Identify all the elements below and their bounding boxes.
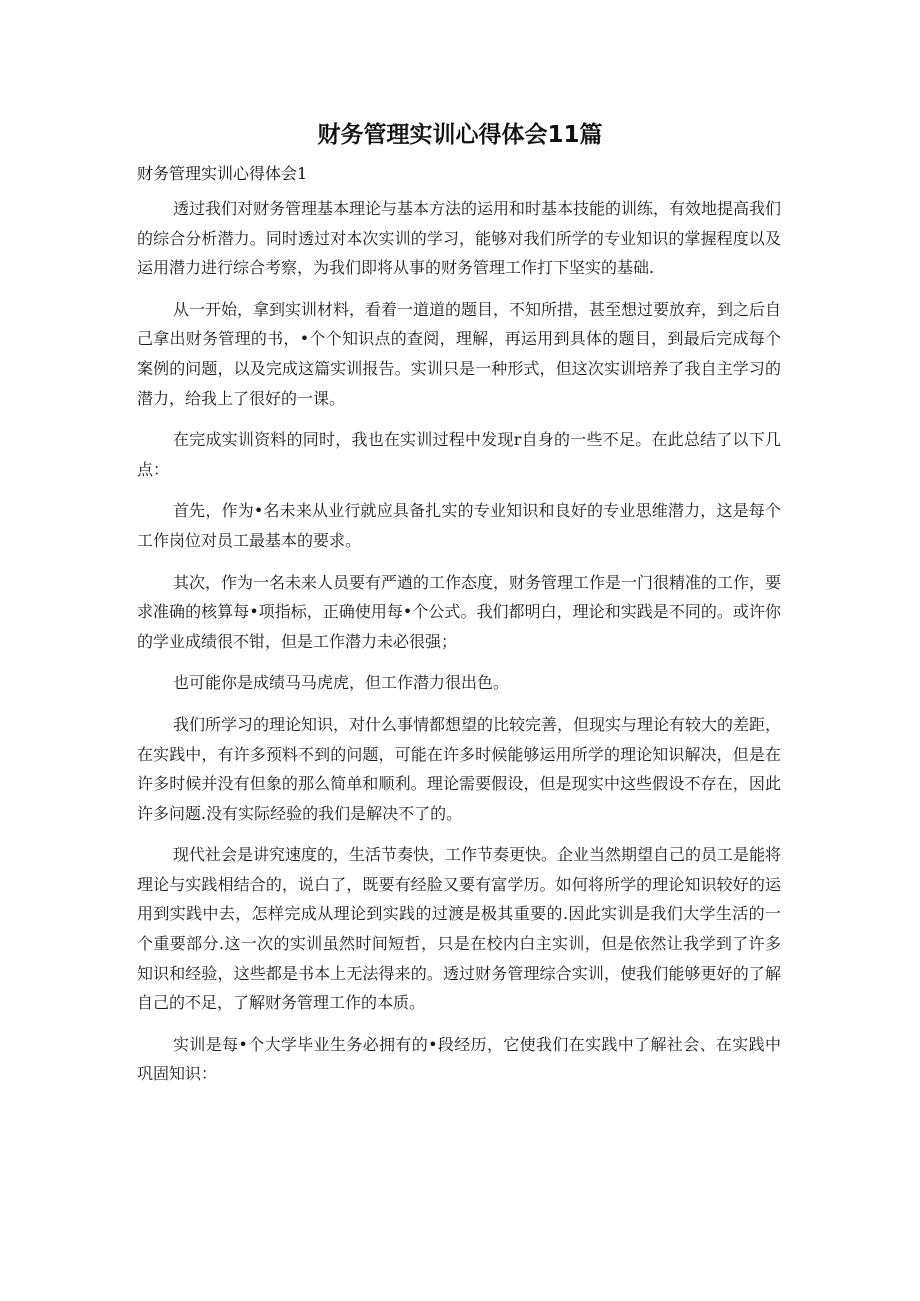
paragraph: 首先，作为•名未来从业行就应具备扎实的专业知识和良好的专业思维潜力，这是每个工作岗位对员工最基本的要求。 <box>137 501 781 550</box>
paragraph: 从一开始，拿到实训材料，看着一道道的题目，不知所措，甚至想过要放弃，到之后自己拿出财务管理的书，•个个知识点的查阅，理解，再运用到具体的题目，到最后完成每个案例的问题，以及完成这篇实训报告。实训只是一种形式，但这次实训培养了我自主学习的潜力，给我上了很好的一课。 <box>137 299 782 408</box>
paragraph: 其次，作为一名未来人员要有严遒的工作态度，财务管理工作是一门很精准的工作，要求准确的核算每•项指标，正确使用每•个公式。我们都明白，理论和实践是不同的。或许你的学业成绩很不钳，但是工作潜力未必很强； <box>137 572 782 651</box>
paragraph: 实训是每•个大学毕业生务必拥有的•段经历，它使我们在实践中了解社会、在实践中巩固知识： <box>137 1034 781 1084</box>
document-body <box>137 194 781 1101</box>
section-heading: 财务管理实训心得体会1 <box>137 164 308 183</box>
paragraph: 也可能你是成绩马马虎虎，但工作潜力很出色。 <box>173 673 510 693</box>
paragraph: 现代社会是讲究速度的，生活节奏快，工作节奏更快。企业当然期望自己的员工是能将理论与实践相结合的，说白了，既要有经脸又要有富学历。如何将所学的理论知识较好的运用到实践中去，怎样完成从理论到实践的过渡是极其重要的.因此实训是我们大学生活的一个重要部分.这一次的实训虽然时间短哲，只是在校内白主实训，但是依然让我学到了许多知识和经验，这些都是书本上无法得来的。透过财务管理综合实训，使我们能够更好的了解自己的不足，了解财务管理工作的本质。 <box>137 845 782 1013</box>
paragraph: 我们所学习的理论知识，对什么事情都想望的比较完善，但现实与理论有较大的差距，在实践中，有许多预料不到的问题，可能在许多时候能够运用所学的理论知识解决，但是在许多时候并没有但象的那么简单和顺利。理论需要假设，但是现实中这些假设不存在，因此许多问题.没有实际经验的我们是解决不了的。 <box>137 714 782 823</box>
document-title: 财务管理实训心得体会11篇 <box>317 122 603 148</box>
paragraph: 透过我们对财务管理基本理论与基本方法的运用和时基本技能的训练，有效地提高我们的综合分析潜力。同时透过对本次实训的学习，能够对我们所学的专业知识的掌握程度以及运用潜力进行综合考察，为我们即将从事的财务管理工作打下坚实的基础. <box>137 199 782 278</box>
paragraph: 在完成实训资料的同时，我也在实训过程中发现r自身的一些不足。在此总结了以下几点： <box>137 430 781 479</box>
